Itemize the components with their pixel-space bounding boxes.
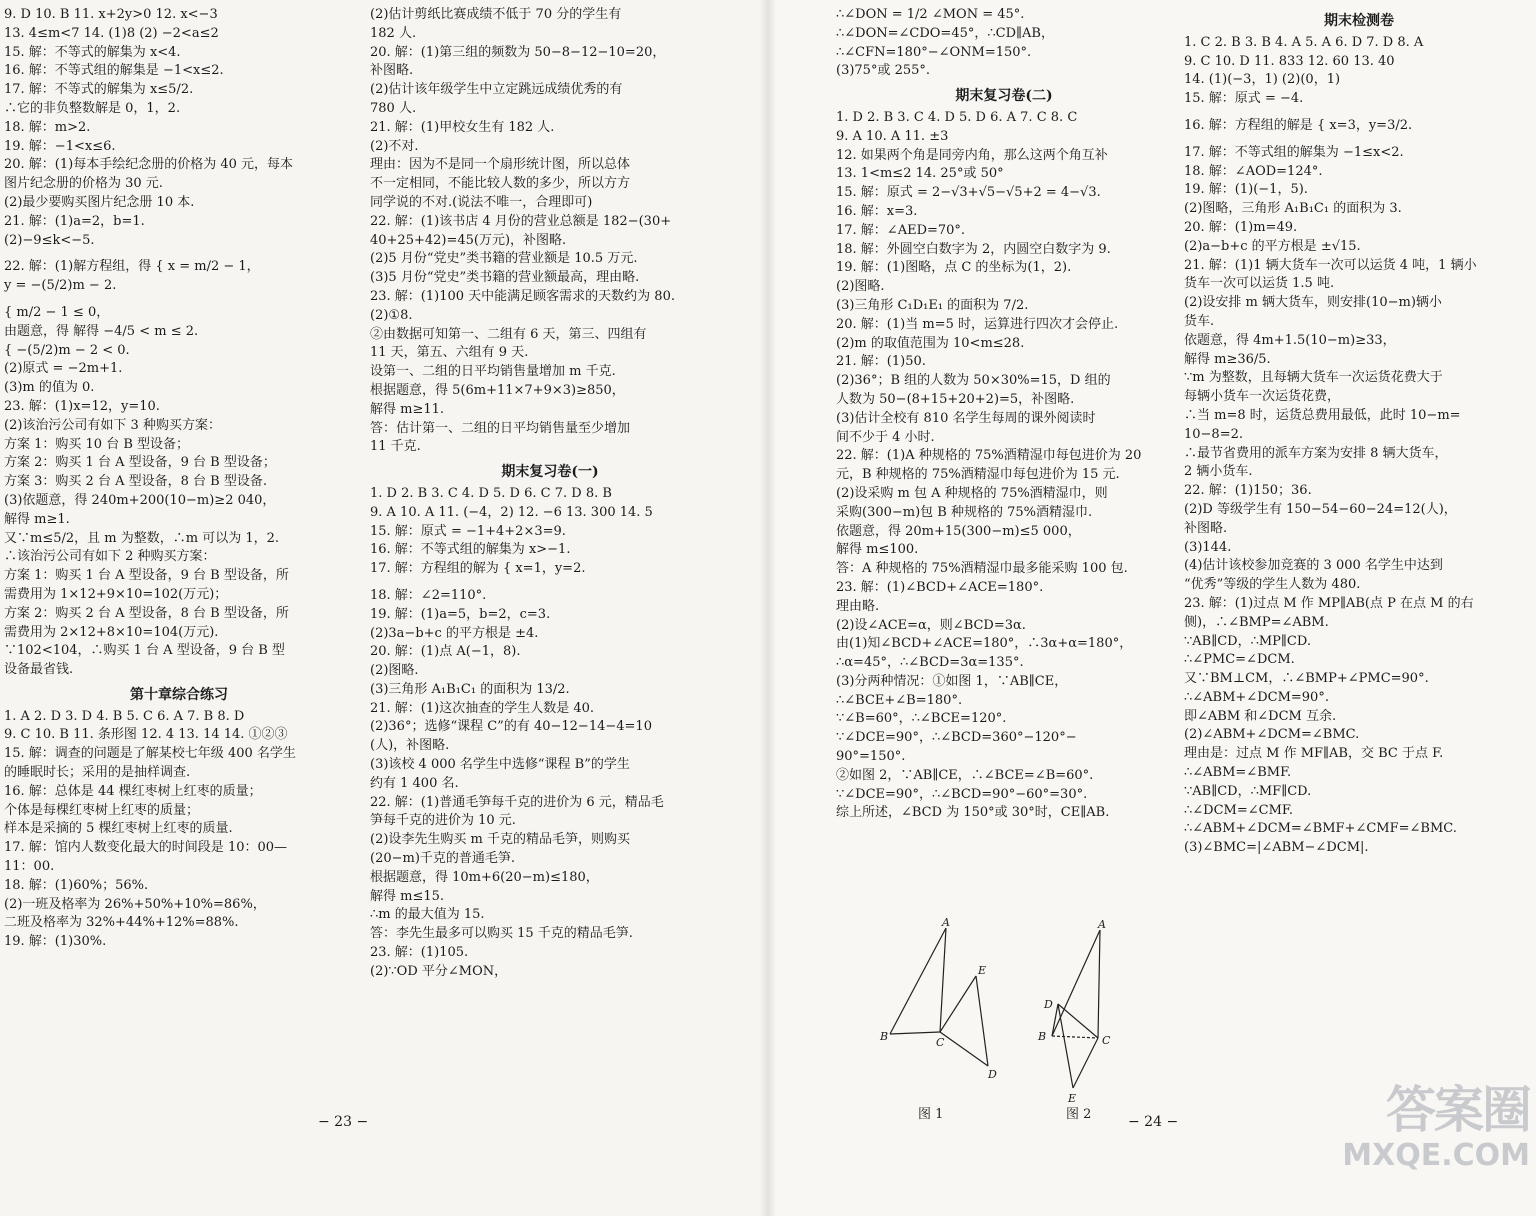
answer-line: 17. 解：∠AED=70°.: [836, 222, 966, 238]
answer-line: ∴∠DON = 1/2 ∠MON = 45°.: [836, 7, 1025, 22]
answer-line: 22. 解：(1)解方程组，得 { x = m/2 − 1，: [4, 259, 260, 275]
answer-line: (2)图略，三角形 A₁B₁C₁ 的面积为 3.: [1184, 201, 1402, 217]
answer-line: ∵m 为整数，且每辆大货车一次运货花费大于: [1184, 370, 1443, 386]
answer-line: [370, 579, 730, 587]
answer-line: ∴∠ABM+∠DCM=90°.: [1184, 689, 1329, 705]
answer-line: 需费用为 1×12+9×10=102(万元)；: [4, 586, 228, 602]
section-title: 期末检测卷: [1324, 13, 1394, 29]
answer-line: 2 辆小货车.: [1184, 464, 1253, 480]
fig1-label-b: B: [880, 1030, 889, 1043]
page-number-left: − 23 −: [318, 1114, 369, 1130]
figure-2: [1052, 930, 1100, 1088]
answer-line: 11：00.: [4, 859, 55, 875]
answer-line: 21. 解：(1)50.: [836, 354, 926, 370]
fig1-label-d: D: [988, 1068, 997, 1081]
answer-line: (2)估计剪纸比赛成绩不低于 70 分的学生有: [370, 7, 622, 22]
fig2-caption: 图 2: [1066, 1107, 1092, 1122]
watermark-text-top: 答案圈: [1386, 1081, 1530, 1139]
answer-line: 9. A 10. A 11. (−4，2) 12. −6 13. 300 14. 5: [370, 504, 653, 520]
answer-line: 解得 m≥1.: [4, 511, 70, 527]
answer-line: 15. 解：原式 = 2−√3+√5−√5+2 = 4−√3.: [836, 185, 1101, 201]
answer-line: 采购(300−m)包 B 种规格的 75%酒精湿巾.: [836, 504, 1093, 520]
answer-line: 间不少于 4 小时.: [836, 429, 935, 445]
answer-line: 理由略.: [836, 598, 880, 614]
answer-line: 780 人.: [370, 100, 417, 116]
answer-line: 15. 解：原式 = −4.: [1184, 91, 1304, 107]
answer-line: 设第一、二组的日平均销售量增加 m 千克.: [370, 364, 616, 380]
answer-line: 即∠ABM 和∠DCM 互余.: [1184, 708, 1337, 724]
answer-line: { m/2 − 1 ≤ 0，: [4, 304, 110, 320]
fig2-line-dc: [1058, 1004, 1098, 1038]
answer-line: 方案 3：购买 2 台 A 型设备，8 台 B 型设备.: [4, 474, 267, 490]
answer-column-4: [1184, 6, 1534, 858]
section-title: 期末复习卷(一): [501, 464, 599, 481]
answer-line: 23. 解：(1)100 天中能满足顾客需求的天数约为 80.: [370, 288, 675, 304]
answer-line: 19. 解：(1)(−1，5).: [1184, 182, 1308, 198]
watermark-text-bottom: MXQE.COM: [1342, 1138, 1530, 1173]
answer-line: 90°=150°.: [836, 749, 906, 765]
answer-line: [4, 296, 354, 304]
answer-line: 人数为 50−(8+15+20+2)=5，补图略.: [836, 391, 1075, 407]
answer-line: 补图略.: [370, 63, 414, 79]
answer-line: (3)144.: [1184, 539, 1232, 555]
fig2-label-c: C: [1102, 1034, 1111, 1047]
answer-line: { −(5/2)m − 2 < 0.: [4, 342, 130, 358]
answer-line: (3)分两种情况：①如图 1，∵AB∥CE，: [836, 673, 1068, 689]
answer-line: 20. 解：(1)点 A(−1，8).: [370, 644, 521, 660]
answer-line: 9. C 10. B 11. 条形图 12. 4 13. 14 14. ①②③: [4, 727, 288, 743]
answer-line: (2)a−b+c 的平方根是 ±√15.: [1184, 238, 1361, 254]
answer-line: 18. 解：(1)60%；56%.: [4, 877, 149, 893]
answer-line: 14. (1)(−3，1) (2)(0，1): [1184, 72, 1341, 88]
answer-line: ∴∠CFN=180°−∠ONM=150°.: [836, 44, 1032, 60]
answer-line: 侧)，∴∠BMP=∠ABM.: [1184, 614, 1329, 630]
fig2-line-db: [1052, 1004, 1058, 1036]
watermark-logo: [1328, 1082, 1530, 1210]
fig1-line-ac: [940, 928, 946, 1032]
answer-line: ∴∠ABM+∠DCM=∠BMF+∠CMF=∠BMC.: [1184, 821, 1457, 837]
fig2-line-ac: [1098, 930, 1100, 1038]
answer-line: 16. 解：x=3.: [836, 203, 918, 219]
answer-line: (3)该校 4 000 名学生中选修“课程 B”的学生: [370, 757, 630, 773]
answer-line: 同学说的不对.(说法不唯一，合理即可): [370, 194, 593, 210]
fig1-line-bc: [890, 1032, 940, 1034]
answer-line: 17. 解：馆内人数变化最大的时间段是 10：00—: [4, 840, 288, 856]
answer-line: (3)三角形 C₁D₁E₁ 的面积为 7/2.: [836, 297, 1029, 313]
answer-line: ∵AB∥CD，∴MP∥CD.: [1184, 633, 1311, 649]
answer-line: (2)∵OD 平分∠MON，: [370, 963, 508, 979]
section-title: 期末复习卷(二): [955, 88, 1053, 105]
answer-line: (3)5 月份“党史”类书籍的营业额最高，理由略.: [370, 270, 640, 286]
answer-column-1: [4, 6, 354, 952]
fig1-caption: 图 1: [918, 1107, 944, 1122]
answer-line: 解得 m≤100.: [836, 542, 919, 558]
answer-line: 1. D 2. B 3. C 4. D 5. D 6. C 7. D 8. B: [370, 485, 612, 501]
answer-line: (2)该治污公司有如下 3 种购买方案：: [4, 417, 221, 433]
answer-line: 方案 2：购买 2 台 A 型设备，8 台 B 型设备，所: [4, 605, 289, 621]
answer-line: 19. 解：(1)30%.: [4, 934, 107, 950]
fig2-label-e: E: [1068, 1092, 1077, 1105]
answer-line: ∴∠DCM=∠CMF.: [1184, 802, 1294, 818]
answer-line: 1. C 2. B 3. B 4. A 5. A 6. D 7. D 8. A: [1184, 34, 1424, 50]
answer-line: 补图略.: [1184, 520, 1228, 536]
fig2-line-de: [1058, 1004, 1073, 1088]
answer-line: (2)−9≤k<−5.: [4, 232, 95, 248]
answer-line: 依题意，得 20m+15(300−m)≤5 000，: [836, 523, 1081, 539]
answer-line: 不一定相同，不能比较人数的多少，所以方方: [370, 176, 631, 192]
answer-line: [4, 250, 354, 258]
answer-column-3: [836, 6, 1172, 823]
answer-line: 由(1)知∠BCD+∠ACE=180°，∴3α+α=180°，: [836, 636, 1133, 652]
answer-line: ∵∠DCE=90°，∴∠BCD=90°−60°=30°.: [836, 786, 1088, 802]
answer-line: 16. 解：方程组的解是 { x=3，y=3/2.: [1184, 117, 1413, 133]
answer-line: 19. 解：(1)a=5，b=2，c=3.: [370, 606, 551, 622]
answer-line: (2)①8.: [370, 307, 413, 323]
answer-line: ∵AB∥CD，∴MF∥CD.: [1184, 783, 1312, 799]
answer-line: (2)设∠ACE=α，则∠BCD=3α.: [836, 617, 1026, 633]
answer-line: 9. A 10. A 11. ±3: [836, 128, 949, 144]
answer-line: 答：估计第一、二组的日平均销售量至少增加: [370, 420, 631, 436]
answer-line: 又∵m≤5/2，且 m 为整数，∴m 可以为 1，2.: [4, 530, 279, 546]
answer-line: 理由是：过点 M 作 MF∥AB，交 BC 于点 F.: [1184, 746, 1444, 762]
answer-line: 答：李先生最多可以购买 15 千克的精品毛笋.: [370, 926, 633, 942]
answer-line: 货车一次可以运货 1.5 吨.: [1184, 276, 1335, 292]
answer-line: (2)36°；B 组的人数为 50×30%=15，D 组的: [836, 373, 1111, 389]
geometry-figures: [868, 918, 1168, 1130]
answer-line: 二班及格率为 32%+44%+12%=88%.: [4, 915, 239, 931]
answer-line: 20. 解：(1)m=49.: [1184, 219, 1298, 235]
fig2-line-ce: [1073, 1038, 1098, 1088]
answer-line: 图片纪念册的价格为 30 元.: [4, 176, 163, 192]
answer-line: (2)设李先生购买 m 千克的精品毛笋，则购买: [370, 832, 631, 848]
answer-line: 17. 解：不等式的解集为 x≤5/2.: [4, 82, 194, 98]
answer-line: ∵102<104，∴购买 1 台 A 型设备，9 台 B 型: [4, 643, 285, 659]
answer-line: 22. 解：(1)150；36.: [1184, 483, 1312, 499]
answer-line: 22. 解：(1)该书店 4 月份的营业总额是 182−(30+: [370, 213, 672, 229]
answer-line: 1. A 2. D 3. D 4. B 5. C 6. A 7. B 8. D: [4, 708, 245, 724]
answer-line: (2)D 等级学生有 150−54−60−24=12(人)，: [1184, 501, 1457, 517]
answer-line: 元，B 种规格的 75%酒精湿巾每包进价为 15 元.: [836, 467, 1120, 483]
fig1-line-cd: [940, 1032, 988, 1066]
answer-line: 由题意，得 解得 −4/5 < m ≤ 2.: [4, 323, 199, 339]
answer-line: 21. 解：(1)1 辆大货车一次可以运货 4 吨，1 辆小: [1184, 257, 1477, 273]
answer-line: (3)75°或 255°.: [836, 63, 931, 79]
answer-line: 答：A 种规格的 75%酒精湿巾最多能采购 100 包.: [836, 561, 1128, 577]
fig1-line-ce: [940, 976, 976, 1032]
answer-line: 9. C 10. D 11. 833 12. 60 13. 40: [1184, 53, 1395, 69]
answer-line: ∴它的非负整数解是 0，1，2.: [4, 100, 181, 116]
answer-line: ∴m 的最大值为 15.: [370, 907, 485, 923]
answer-line: 解得 m≥36/5.: [1184, 351, 1271, 367]
answer-line: ②由数据可知第一、二组有 6 天，第三、四组有: [370, 326, 647, 342]
answer-line: 18. 解：∠2=110°.: [370, 587, 487, 603]
answer-line: ∴∠PMC=∠DCM.: [1184, 652, 1295, 668]
answer-line: 21. 解：(1)a=2，b=1.: [4, 213, 145, 229]
answer-line: ∵∠DCE=90°，∴∠BCD=360°−120°−: [836, 730, 1077, 746]
answer-line: 15. 解：原式 = −1+4+2×3=9.: [370, 523, 566, 539]
answer-line: (2)一班及格率为 26%+50%+10%=86%，: [4, 896, 266, 912]
answer-line: 19. 解：−1<x≤6.: [4, 138, 116, 154]
answer-line: 需费用为 2×12+8×10=104(万元).: [4, 624, 219, 640]
answer-line: 19. 解：(1)图略，点 C 的坐标为(1，2).: [836, 260, 1072, 276]
page-number-right: − 24 −: [1128, 1114, 1179, 1130]
answer-line: (4)估计该校参加竞赛的 3 000 名学生中达到: [1184, 558, 1443, 574]
answer-line: y = −(5/2)m − 2.: [4, 278, 117, 294]
answer-line: ∵∠B=60°，∴∠BCE=120°.: [836, 711, 1007, 727]
answer-line: 13. 1<m≤2 14. 25°或 50°: [836, 166, 1004, 182]
answer-line: (2)m 的取值范围为 10<m≤28.: [836, 335, 1025, 351]
answer-line: 又∵BM⊥CM，∴∠BMP+∠PMC=90°.: [1184, 671, 1429, 687]
answer-line: 样本是采摘的 5 棵红枣树上红枣的质量.: [4, 821, 233, 837]
answer-line: 21. 解：(1)这次抽查的学生人数是 40.: [370, 700, 595, 716]
answer-line: 17. 解：方程组的解为 { x=1，y=2.: [370, 561, 586, 577]
answer-line: ∴∠DON=∠CDO=45°，∴CD∥AB，: [836, 25, 1054, 41]
answer-line: (3)m 的值为 0.: [4, 380, 95, 396]
answer-line: 18. 解：外圆空白数字为 2，内圆空白数字为 9.: [836, 241, 1111, 257]
answer-line: (2)设安排 m 辆大货车，则安排(10−m)辆小: [1184, 295, 1442, 311]
answer-line: 20. 解：(1)第三组的频数为 50−8−12−10=20，: [370, 44, 666, 60]
fig2-label-a: A: [1098, 918, 1106, 931]
answer-line: (2)5 月份“党史”类书籍的营业额是 10.5 万元.: [370, 251, 638, 267]
answer-line: 13. 4≤m<7 14. (1)8 (2) −2<a≤2: [4, 25, 219, 41]
fig1-line-ed: [976, 976, 988, 1066]
answer-line: ∴∠ABM=∠BMF.: [1184, 765, 1292, 781]
answer-line: (2)设采购 m 包 A 种规格的 75%酒精湿巾，则: [836, 485, 1108, 501]
answer-line: 每辆小货车一次运货花费，: [1184, 389, 1341, 405]
answer-line: 21. 解：(1)甲校女生有 182 人.: [370, 119, 555, 135]
answer-line: 解得 m≥11.: [370, 401, 445, 417]
answer-line: (3)三角形 A₁B₁C₁ 的面积为 13/2.: [370, 681, 570, 697]
answer-line: (2)不对.: [370, 138, 419, 154]
answer-line: 货车.: [1184, 313, 1215, 329]
answer-line: (20−m)千克的普通毛笋.: [370, 851, 516, 867]
answer-line: ∴α=45°，∴∠BCD=3α=135°.: [836, 655, 1024, 671]
fig2-line-bc: [1052, 1036, 1098, 1038]
answer-line: 22. 解：(1)A 种规格的 75%酒精湿巾每包进价为 20: [836, 448, 1142, 464]
answer-line: 11 千克.: [370, 439, 421, 455]
answer-line: (3)∠BMC=|∠ABM−∠DCM|.: [1184, 840, 1369, 856]
answer-line: 23. 解：(1)105.: [370, 945, 469, 961]
answer-line: [1184, 136, 1534, 144]
answer-line: 11 天，第五、六组有 9 天.: [370, 345, 529, 361]
answer-line: 22. 解：(1)普通毛笋每千克的进价为 6 元，精品毛: [370, 794, 664, 810]
answer-line: 方案 1：购买 1 台 A 型设备，9 台 B 型设备，所: [4, 568, 289, 584]
answer-line: (2)图略.: [836, 279, 885, 295]
answer-line: (2)3a−b+c 的平方根是 ±4.: [370, 625, 539, 641]
fig1-label-c: C: [936, 1036, 945, 1049]
answer-line: 15. 解：不等式的解集为 x<4.: [4, 44, 181, 60]
answer-line: 17. 解：不等式组的解集为 −1≤x<2.: [1184, 144, 1404, 160]
answer-line: “优秀”等级的学生人数为 480.: [1184, 577, 1361, 593]
fig1-line-ab: [890, 928, 946, 1034]
answer-line: 20. 解：(1)当 m=5 时，运算进行四次才会停止.: [836, 316, 1119, 332]
answer-line: 根据题意，得 5(6m+11×7+9×3)≥850，: [370, 382, 625, 398]
answer-line: 10−8=2.: [1184, 426, 1244, 442]
answer-line: 16. 解：总体是 44 棵红枣树上红枣的质量；: [4, 783, 262, 799]
answer-line: 设备最省钱.: [4, 662, 74, 678]
answer-line: 方案 2：购买 1 台 A 型设备，9 台 B 型设备；: [4, 455, 276, 471]
answer-line: 综上所述，∠BCD 为 150°或 30°时，CE∥AB.: [836, 805, 1110, 821]
answer-line: (2)最少要购买图片纪念册 10 本.: [4, 194, 195, 210]
answer-line: (3)依题意，得 240m+200(10−m)≥2 040，: [4, 492, 276, 508]
answer-line: 方案 1：购买 10 台 B 型设备；: [4, 436, 190, 452]
answer-line: ∴该治污公司有如下 2 种购买方案：: [4, 549, 216, 565]
answer-line: ∴最节省费用的派车方案为安排 8 辆大货车，: [1184, 445, 1448, 461]
answer-line: (2)原式 = −2m+1.: [4, 361, 123, 377]
answer-line: 16. 解：不等式组的解集为 x>−1.: [370, 542, 571, 558]
answer-line: 20. 解：(1)每本手绘纪念册的价格为 40 元，每本: [4, 157, 294, 173]
answer-line: (人)，补图略.: [370, 738, 450, 754]
answer-line: 依题意，得 4m+1.5(10−m)≥33，: [1184, 332, 1396, 348]
fig1-label-a: A: [942, 918, 950, 929]
answer-line: 18. 解：m>2.: [4, 119, 91, 135]
fig2-line-ab: [1052, 930, 1100, 1036]
answer-line: 12. 如果两个角是同旁内角，那么这两个角互补: [836, 147, 1108, 163]
answer-line: 的睡眠时长；采用的是抽样调查.: [4, 765, 191, 781]
answer-line: (2)∠ABM+∠DCM=∠BMC.: [1184, 727, 1360, 743]
answer-line: [1184, 109, 1534, 117]
answer-line: ∴∠BCE+∠B=180°.: [836, 692, 963, 708]
answer-line: 23. 解：(1)过点 M 作 MP∥AB(点 P 在点 M 的右: [1184, 595, 1474, 611]
answer-column-2: [370, 6, 730, 982]
answer-line: 16. 解：不等式组的解集是 −1<x≤2.: [4, 63, 224, 79]
answer-line: ∴当 m=8 时，运货总费用最低，此时 10−m=: [1184, 407, 1461, 423]
answer-line: 约有 1 400 名.: [370, 775, 459, 791]
fig1-label-e: E: [978, 964, 987, 977]
answer-line: 15. 解：调查的问题是了解某校七年级 400 名学生: [4, 746, 296, 762]
answer-line: 理由：因为不是同一个扇形统计图，所以总体: [370, 157, 631, 173]
answer-line: (2)36°；选修“课程 C”的有 40−12−14−4=10: [370, 719, 652, 735]
answer-line: 23. 解：(1)∠BCD+∠ACE=180°.: [836, 579, 1044, 595]
answer-line: (3)估计全校有 810 名学生每周的课外阅读时: [836, 410, 1096, 426]
answer-line: 个体是每棵红枣树上红枣的质量；: [4, 802, 200, 818]
answer-line: 根据题意，得 10m+6(20−m)≤180，: [370, 869, 599, 885]
fig2-label-d: D: [1044, 998, 1053, 1011]
answer-line: 解得 m≤15.: [370, 888, 445, 904]
fig2-label-b: B: [1038, 1030, 1047, 1043]
answer-line: 18. 解：∠AOD=124°.: [1184, 163, 1323, 179]
answer-line: 40+25+42)=45(万元)，补图略.: [370, 232, 567, 248]
book-gutter: [760, 0, 776, 1216]
answer-line: (2)估计该年级学生中立定跳远成绩优秀的有: [370, 82, 623, 98]
answer-line: (2)图略.: [370, 663, 419, 679]
answer-line: 23. 解：(1)x=12，y=10.: [4, 398, 160, 414]
answer-line: 1. D 2. B 3. C 4. D 5. D 6. A 7. C 8. C: [836, 109, 1078, 125]
answer-line: 182 人.: [370, 25, 417, 41]
section-title: 第十章综合练习: [130, 686, 228, 703]
answer-line: 笋每千克的进价为 10 元.: [370, 813, 516, 829]
answer-line: 9. D 10. B 11. x+2y>0 12. x<−3: [4, 7, 218, 22]
answer-line: ②如图 2，∵AB∥CE，∴∠BCE=∠B=60°.: [836, 767, 1094, 783]
